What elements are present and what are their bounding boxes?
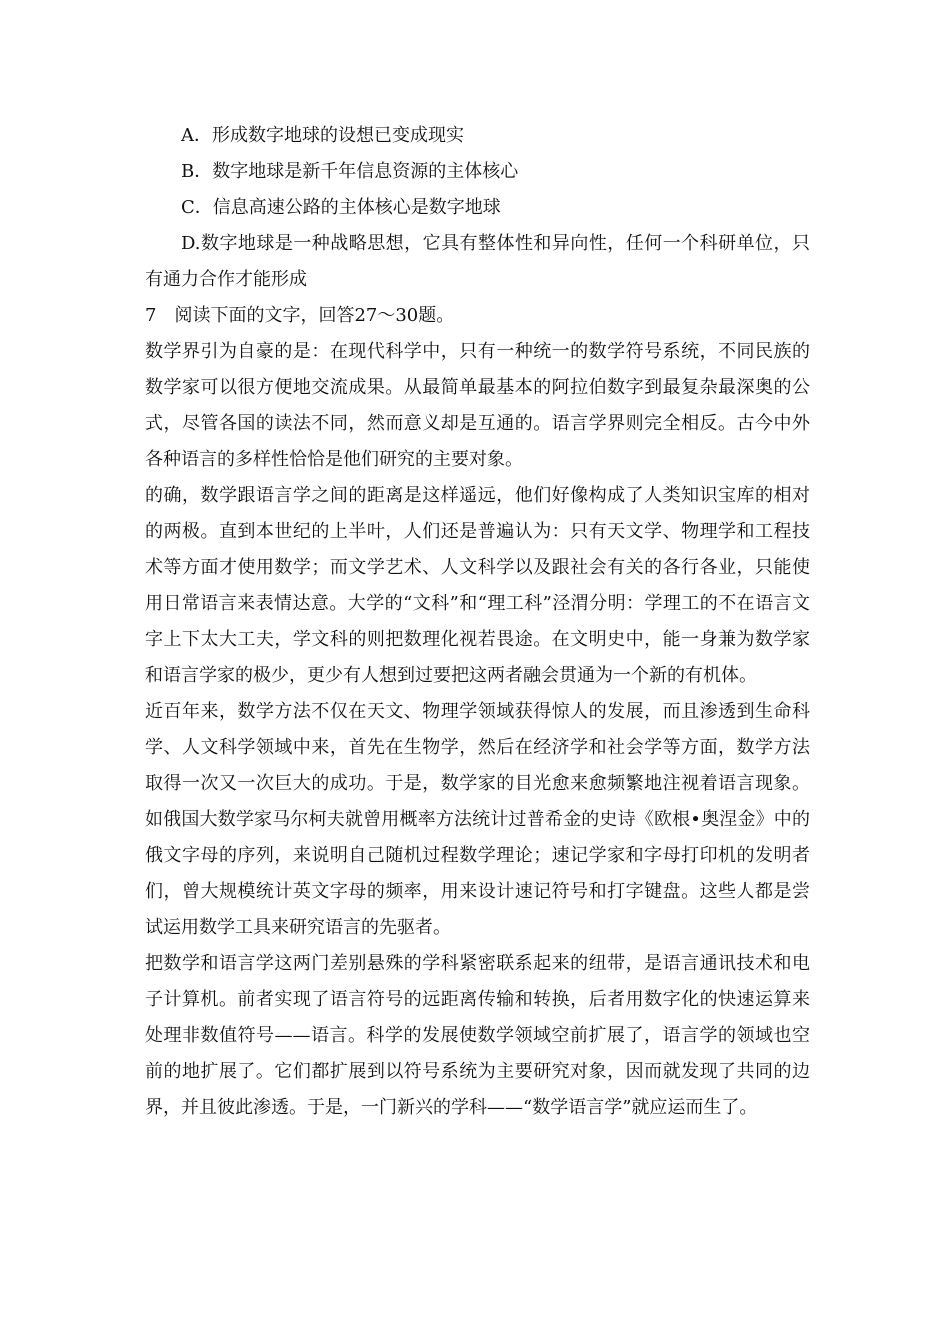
option-a: A．形成数字地球的设想已变成现实 <box>181 125 464 146</box>
document-page <box>145 118 810 1126</box>
paragraph-2: 的确，数学跟语言学之间的距离是这样遥远，他们好像构成了人类知识宝库的相对的两极。直到本世纪的上半叶，人们还是普遍认为：只有天文学、物理学和工程技术等方面才使用数学；而文学艺术、人文科学以及跟社会有关的各行各业，只能使用日常语言来表情达意。大学的“文科”和“理工科”泾渭分明：学理工的不在语言文字上下太大工夫，学文科的则把数理化视若畏途。在文明史中，能一身兼为数学家和语言学家的极少，更少有人想到过要把这两者融会贯通为一个新的有机体。 <box>145 485 810 686</box>
option-b: B．数字地球是新千年信息资源的主体核心 <box>181 161 519 182</box>
option-d: D.数字地球是一种战略思想，它具有整体性和异向性，任何一个科研单位，只有通力合作才能形成 <box>145 233 810 290</box>
paragraph-1: 数学界引为自豪的是：在现代科学中，只有一种统一的数学符号系统，不同民族的数学家可以很方便地交流成果。从最简单最基本的阿拉伯数字到最复杂最深奥的公式，尽管各国的读法不同，然而意义却是互通的。语言学界则完全相反。古今中外各种语言的多样性恰恰是他们研究的主要对象。 <box>145 341 810 470</box>
section-heading: 7 阅读下面的文字，回答27～30题。 <box>145 305 455 326</box>
paragraph-4: 把数学和语言学这两门差别悬殊的学科紧密联系起来的纽带，是语言通讯技术和电子计算机。前者实现了语言符号的远距离传输和转换，后者用数字化的快速运算来处理非数值符号——语言。科学的发展使数学领域空前扩展了，语言学的领域也空前的地扩展了。它们都扩展到以符号系统为主要研究对象，因而就发现了共同的边界，并且彼此渗透。于是，一门新兴的学科——“数学语言学”就应运而生了。 <box>145 953 810 1118</box>
option-c: C．信息高速公路的主体核心是数字地球 <box>181 197 501 218</box>
paragraph-3: 近百年来，数学方法不仅在天文、物理学领域获得惊人的发展，而且渗透到生命科学、人文科学领域中来，首先在生物学，然后在经济学和社会学等方面，数学方法取得一次又一次巨大的成功。于是，数学家的目光愈来愈频繁地注视着语言现象。如俄国大数学家马尔柯夫就曾用概率方法统计过普希金的史诗《欧根•奥涅金》中的俄文字母的序列，来说明自己随机过程数学理论；速记学家和字母打印机的发明者们，曾大规模统计英文字母的频率，用来设计速记符号和打字键盘。这些人都是尝试运用数学工具来研究语言的先驱者。 <box>145 701 810 938</box>
